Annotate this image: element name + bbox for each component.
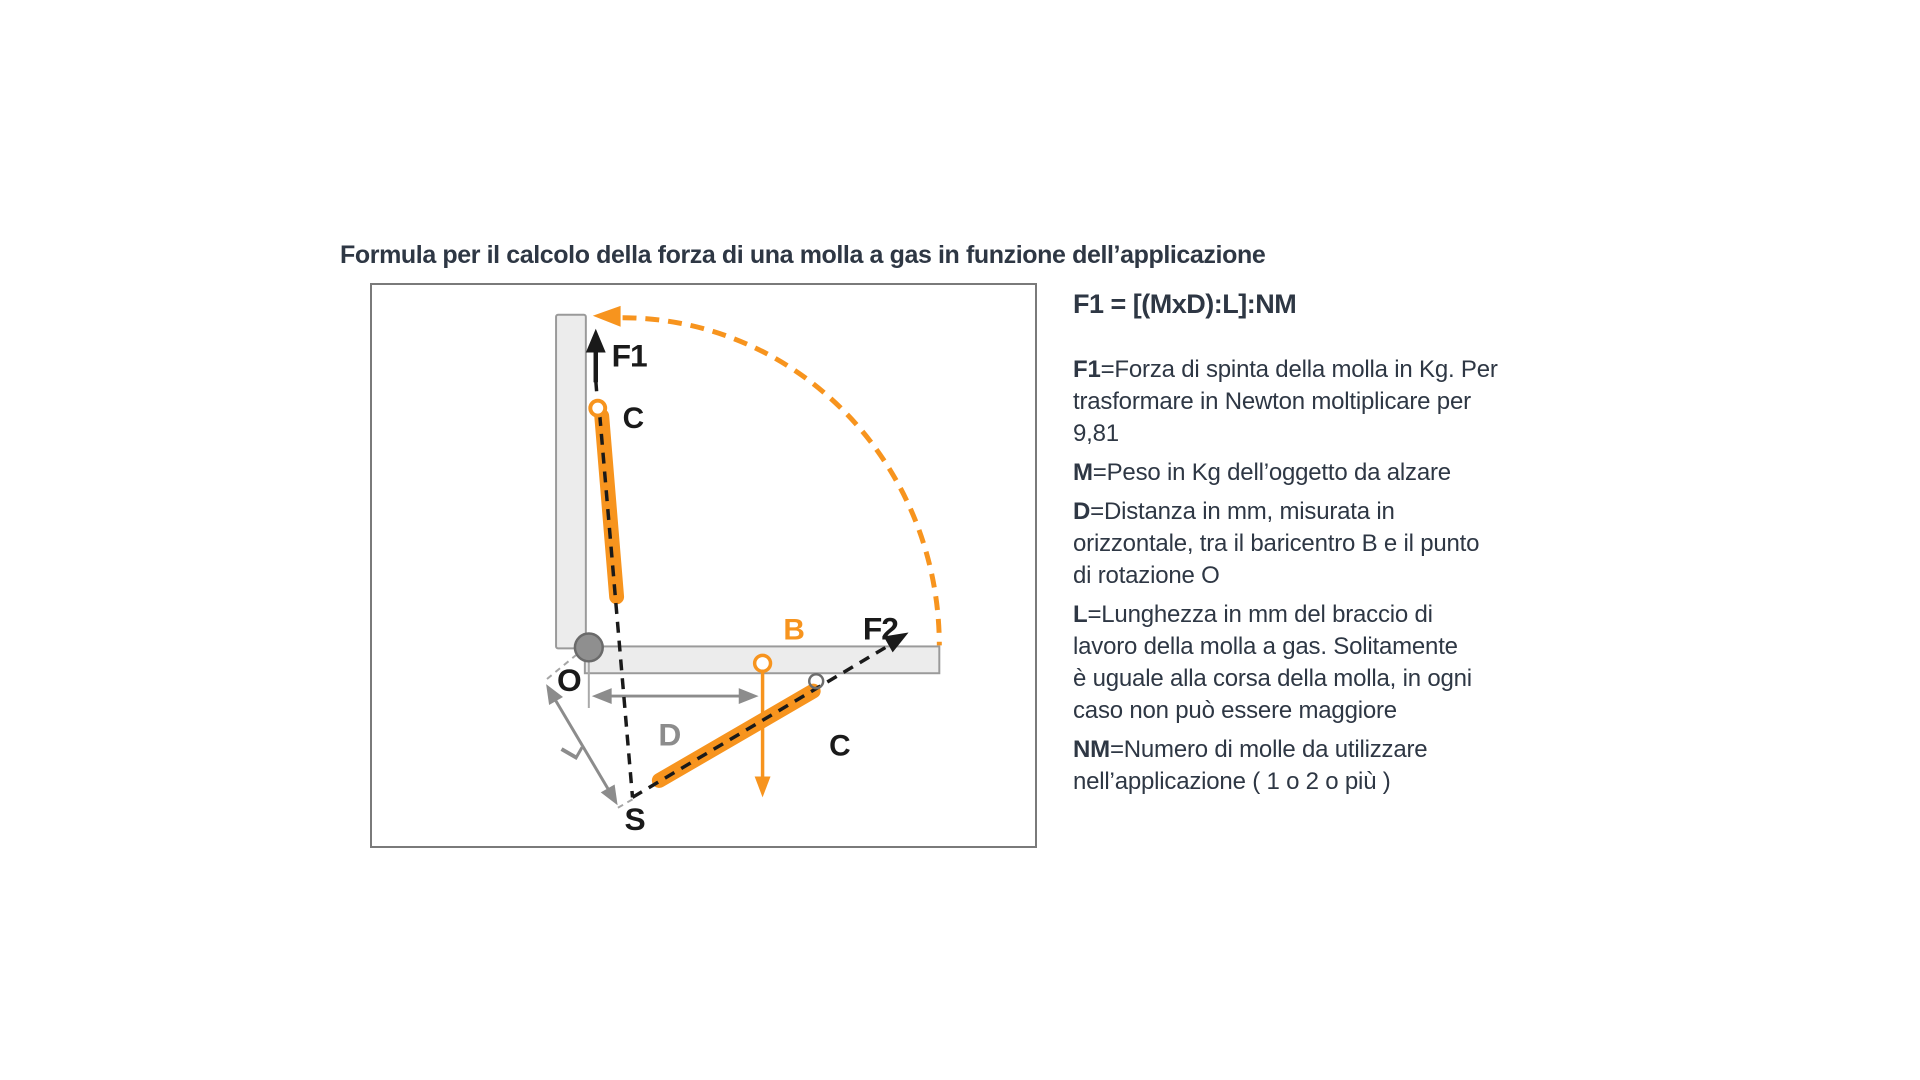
definition-line: 9,81 [1073, 420, 1119, 447]
label-s: S [624, 801, 645, 838]
gas-spring-diagram [370, 283, 1037, 848]
definition-term: NM [1073, 736, 1110, 763]
definition-line: è uguale alla corsa della molla, in ogni [1073, 665, 1472, 692]
label-c-bottom: C [829, 729, 850, 763]
definition-line: trasformare in Newton moltiplicare per [1073, 388, 1471, 415]
definition-term: M [1073, 459, 1093, 486]
d-arrowhead-left-icon [592, 688, 612, 704]
definition-term: D [1073, 498, 1091, 525]
d-arrowhead-right-icon [739, 688, 759, 704]
label-o: O [557, 662, 581, 699]
l-arrowhead-bottom-icon [601, 784, 618, 805]
definition-line [1073, 457, 1553, 489]
definition-line: nell’applicazione ( 1 o 2 o più ) [1073, 768, 1391, 795]
label-f2: F2 [862, 610, 898, 647]
rotation-arc [623, 318, 940, 646]
formula-panel [1073, 289, 1553, 805]
definition-line: caso non può essere maggiore [1073, 697, 1397, 724]
definition-nm [1073, 734, 1553, 798]
weight-arrowhead-icon [755, 776, 771, 797]
attachment-ring-top [590, 401, 605, 416]
formula-expression: F1 = [(MxD):L]:NM [1073, 289, 1297, 319]
definition-line [1073, 354, 1553, 386]
definition-l [1073, 599, 1553, 727]
label-d: D [658, 716, 681, 753]
definition-m [1073, 457, 1553, 489]
f1-arrowhead-icon [586, 329, 606, 353]
pivot-point [575, 634, 603, 662]
page-title: Formula per il calcolo della forza di una molla a gas in funzione dell’applicazione [340, 240, 1266, 269]
label-f1: F1 [611, 337, 647, 374]
definition-line: lavoro della molla a gas. Solitamente [1073, 633, 1458, 660]
rotation-arc-arrowhead-icon [593, 306, 621, 327]
spring-axis-closed [600, 415, 633, 797]
definition-line [1073, 599, 1553, 631]
diagram-canvas [372, 285, 1035, 846]
definition-line [1073, 496, 1553, 528]
definition-term: F1 [1073, 356, 1101, 383]
label-c-top: C [622, 401, 644, 435]
definition-text: =Numero di molle da utilizzare [1109, 736, 1428, 763]
definition-term: L [1073, 601, 1088, 628]
barycenter-marker [755, 655, 771, 671]
definition-line: di rotazione O [1073, 562, 1220, 589]
definition-text: =Lunghezza in mm del braccio di [1087, 601, 1433, 628]
label-l: L [554, 736, 589, 765]
door-bar-closed [556, 315, 586, 649]
definition-d [1073, 496, 1553, 592]
definition-line: orizzontale, tra il baricentro B e il punto [1073, 530, 1480, 557]
definition-text: =Distanza in mm, misurata in [1090, 498, 1395, 525]
label-b: B [783, 613, 804, 647]
definition-f1 [1073, 354, 1553, 450]
definition-line [1073, 734, 1553, 766]
definition-text: =Peso in Kg dell’oggetto da alzare [1092, 459, 1451, 486]
definition-text: =Forza di spinta della molla in Kg. Per [1100, 356, 1498, 383]
